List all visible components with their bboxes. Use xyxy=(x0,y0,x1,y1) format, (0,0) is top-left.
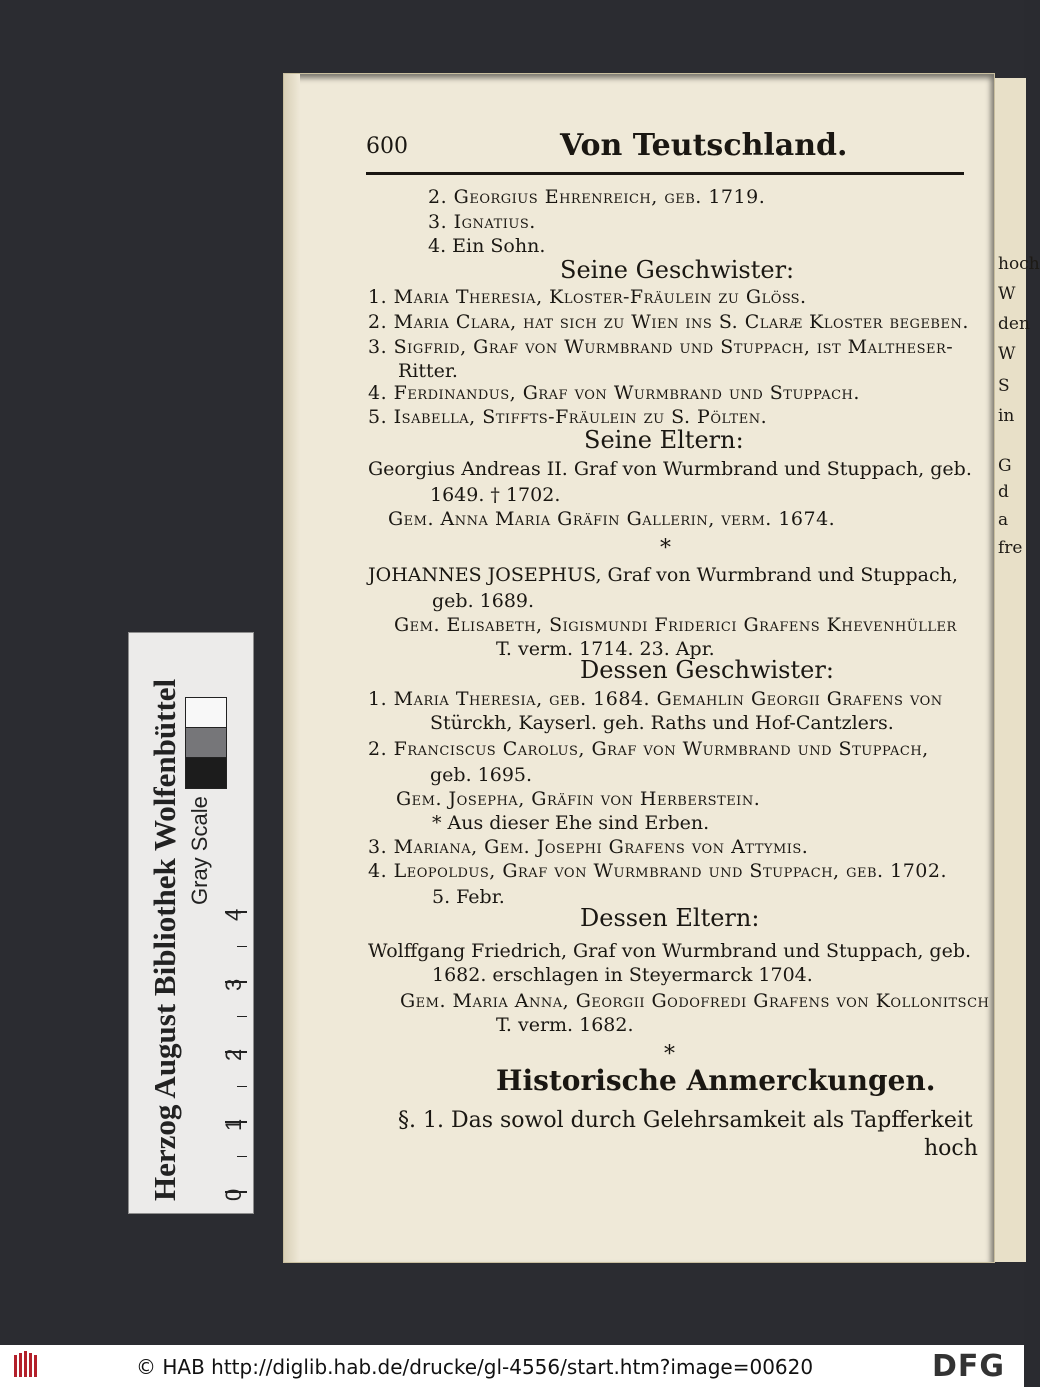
page-gutter xyxy=(284,74,300,1262)
text-line: T. verm. 1682. xyxy=(496,1014,634,1036)
next-page-fragment: G xyxy=(998,456,1012,476)
next-page-fragment: W xyxy=(998,284,1016,304)
text-line: 4. Ein Sohn. xyxy=(428,235,546,257)
next-page-fragment: W xyxy=(998,344,1016,364)
text-line: Stürckh, Kayserl. geh. Raths und Hof-Cantzlers. xyxy=(430,712,894,734)
section-title: Historische Anmerckungen. xyxy=(496,1064,936,1097)
next-page-fragment: S xyxy=(998,376,1010,396)
gray-patch-black xyxy=(185,757,227,789)
gray-patch-mid xyxy=(185,727,227,759)
header-rule xyxy=(366,172,964,175)
source-link[interactable]: © HAB http://diglib.hab.de/drucke/gl-4556/start.htm?image=00620 xyxy=(136,1355,814,1379)
section-heading: Seine Eltern: xyxy=(584,426,744,454)
dfg-logo: DFG xyxy=(932,1349,1006,1384)
ruler-minor-tick xyxy=(237,1156,247,1157)
text-line: 2. Georgius Ehrenreich, geb. 1719. xyxy=(428,186,766,208)
text-line: * Aus dieser Ehe sind Erben. xyxy=(432,812,710,834)
page-number: 600 xyxy=(366,134,408,159)
asterisk-divider: * xyxy=(660,536,671,561)
section-heading: Dessen Geschwister: xyxy=(580,656,834,684)
text-line: 4. Ferdinandus, Graf von Wurmbrand und Stuppach. xyxy=(368,382,860,404)
text-line: Gem. Elisabeth, Sigismundi Friderici Grafens Khevenhüller xyxy=(394,614,957,636)
section-heading: Dessen Eltern: xyxy=(580,904,760,932)
next-page-fragment: in xyxy=(998,406,1015,426)
text-line: 1649. † 1702. xyxy=(430,484,561,506)
next-page-edge xyxy=(992,78,1040,1262)
gray-scale-strip xyxy=(128,632,254,1214)
section-heading: Seine Geschwister: xyxy=(560,256,795,284)
text-line: Ritter. xyxy=(398,360,458,382)
text-line: 3. Ignatius. xyxy=(428,211,536,233)
next-page-fragment: a xyxy=(998,510,1009,530)
text-line: 1. Maria Theresia, Kloster-Fräulein zu Glöß. xyxy=(368,286,807,308)
next-page-fragment: fre xyxy=(998,538,1023,558)
text-line: 1682. erschlagen in Steyermarck 1704. xyxy=(432,964,813,986)
text-line: T. verm. 1714. 23. Apr. xyxy=(496,638,715,660)
text-line: 5. Febr. xyxy=(432,886,505,908)
asterisk-divider: * xyxy=(664,1042,675,1067)
text-line: JOHANNES JOSEPHUS, Graf von Wurmbrand und Stuppach, xyxy=(368,564,958,586)
next-page-fragment: d xyxy=(998,482,1009,502)
text-line: geb. 1695. xyxy=(430,764,533,786)
ruler-number: 0 xyxy=(221,1188,246,1201)
institution-label: Herzog August Bibliothek Wolfenbüttel xyxy=(147,678,182,1201)
text-line: Wolffgang Friedrich, Graf von Wurmbrand und Stuppach, geb. xyxy=(368,940,972,962)
text-line: geb. 1689. xyxy=(432,590,535,612)
footer-bar xyxy=(0,1345,1024,1387)
next-page-fragment: hoch xyxy=(998,254,1040,274)
hab-logo-icon xyxy=(14,1351,40,1379)
text-line: §. 1. Das sowol durch Gelehrsamkeit als Tapfferkeit xyxy=(398,1108,973,1133)
running-title: Von Teutschland. xyxy=(560,128,848,163)
ruler-number: 1 xyxy=(221,1118,246,1131)
text-line: Gem. Josepha, Gräfin von Herberstein. xyxy=(396,788,761,810)
ruler-minor-tick xyxy=(237,1086,247,1087)
text-line: Gem. Maria Anna, Georgii Godofredi Grafens von Kollonitsch xyxy=(400,990,990,1012)
gray-patch-white xyxy=(185,697,227,729)
catchword: hoch xyxy=(924,1136,978,1161)
text-line: 5. Isabella, Stiffts-Fräulein zu S. Pölten. xyxy=(368,406,768,428)
text-line: 2. Franciscus Carolus, Graf von Wurmbrand und Stuppach, xyxy=(368,738,929,760)
gray-scale-label: Gray Scale xyxy=(187,796,212,905)
ruler-number: 3 xyxy=(221,978,246,991)
next-page-fragment: den xyxy=(998,314,1030,334)
text-line: Georgius Andreas II. Graf von Wurmbrand und Stuppach, geb. xyxy=(368,458,972,480)
ruler-minor-tick xyxy=(237,1016,247,1017)
text-line: 4. Leopoldus, Graf von Wurmbrand und Stuppach, geb. 1702. xyxy=(368,860,948,882)
text-line: Gem. Anna Maria Gräfin Gallerin, verm. 1674. xyxy=(388,508,836,530)
ruler-number: 2 xyxy=(221,1048,246,1061)
text-line: 1. Maria Theresia, geb. 1684. Gemahlin Georgii Grafens von xyxy=(368,688,943,710)
text-line: 2. Maria Clara, hat sich zu Wien ins S. Claræ Kloster begeben. xyxy=(368,311,969,333)
text-line: 3. Mariana, Gem. Josephi Grafens von Attymis. xyxy=(368,836,809,858)
text-line: 3. Sigfrid, Graf von Wurmbrand und Stuppach, ist Maltheser- xyxy=(368,336,954,358)
ruler-minor-tick xyxy=(237,946,247,947)
ruler-number: 4 xyxy=(221,908,246,921)
